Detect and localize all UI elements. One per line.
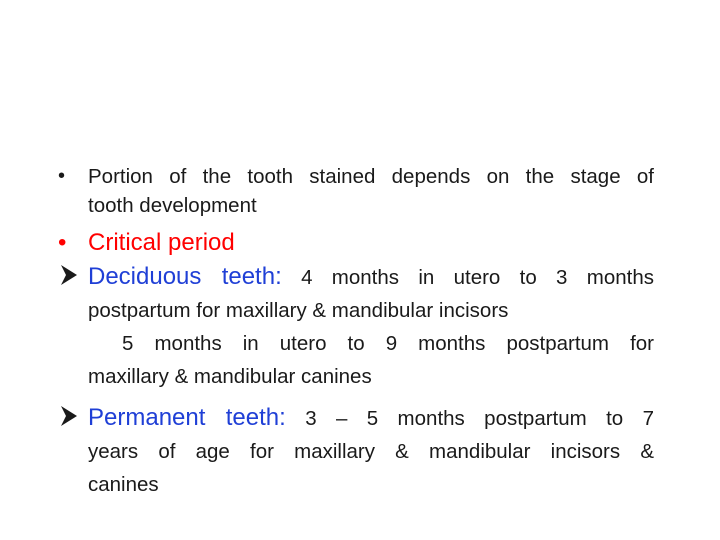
bullet-text-line: postpartum for maxillary & mandibular incisors: [88, 299, 509, 322]
permanent-teeth-label: Permanent teeth:: [88, 404, 286, 431]
bullet-text-line: tooth development: [88, 194, 257, 217]
permanent-range: 3 – 5 months postpartum to 7: [305, 407, 654, 430]
arrow-bullet-icon: [58, 262, 86, 298]
bullet-text-line: years of age for maxillary & mandibular incisors &: [88, 440, 654, 463]
bullet-text-line: [88, 401, 654, 435]
bullet-dot-icon: •: [58, 165, 66, 187]
bullet-text-line: maxillary & mandibular canines: [88, 365, 372, 388]
bullet-heading: Critical period: [88, 229, 235, 256]
bullet-dot-icon: •: [58, 229, 67, 256]
arrow-bullet-icon-svg: [58, 262, 82, 288]
deciduous-teeth-label: Deciduous teeth:: [88, 263, 282, 290]
bullet-text-line: [88, 260, 654, 294]
arrow-bullet-icon-svg: [58, 403, 82, 429]
bullet-text-line: Portion of the tooth stained depends on the stage of: [88, 165, 654, 188]
bullet-item-critical-period: [58, 226, 654, 260]
bullet-item-deciduous-teeth: [58, 260, 654, 393]
bullet-item-staining: [58, 162, 654, 220]
bullet-item-permanent-teeth: [58, 401, 654, 501]
deciduous-incisor-range: 4 months in utero to 3 months: [301, 266, 654, 289]
bullet-text-line: canines: [88, 473, 159, 496]
arrow-bullet-icon: [58, 403, 86, 439]
bullet-list: [58, 162, 654, 501]
deciduous-canine-range: 5 months in utero to 9 months postpartum for: [122, 332, 654, 355]
